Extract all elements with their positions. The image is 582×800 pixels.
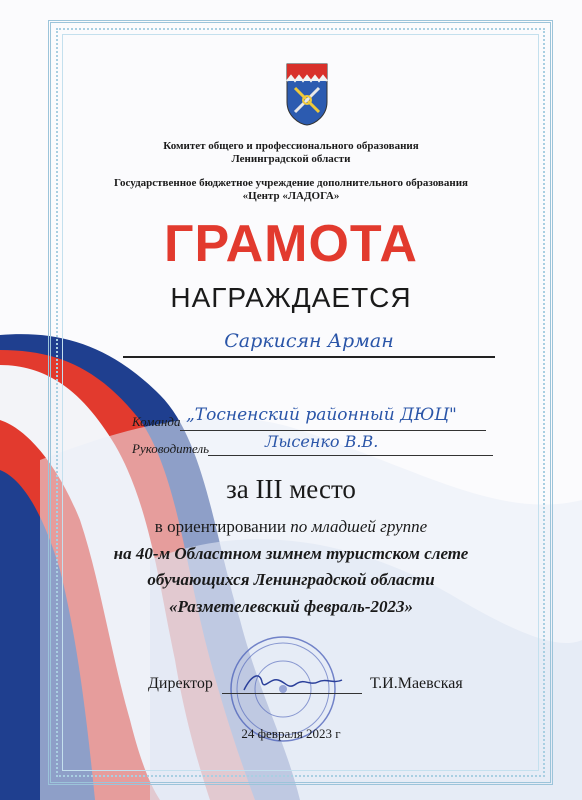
awardee-underline (123, 356, 495, 358)
leader-underline (208, 455, 493, 456)
team-label: Команда (132, 414, 181, 429)
signature-icon (238, 668, 348, 698)
team-underline (180, 430, 486, 431)
event-line-1: на 40-м Областном зимнем туристском слете (113, 544, 469, 563)
certificate-subtitle: НАГРАЖДАЕТСЯ (170, 282, 412, 313)
organization-line-2: «Центр «ЛАДОГА» (242, 190, 340, 202)
team-value: „Тосненский районный ДЮЦ" (186, 405, 457, 425)
organization-heading (0, 177, 582, 203)
discipline-group: по младшей группе (290, 517, 428, 536)
director-label: Директор (148, 675, 213, 692)
awardee-name: Саркисян Арман (224, 330, 394, 352)
coat-of-arms-icon (285, 62, 329, 126)
certificate-title: ГРАМОТА (164, 215, 418, 273)
committee-heading (0, 140, 582, 166)
event-line-3: «Разметелевский февраль-2023» (169, 597, 413, 616)
committee-line-2: Ленинградской области (231, 153, 351, 165)
organization-line-1: Государственное бюджетное учреждение дополнительного образования (114, 177, 468, 189)
leader-label: Руководитель (132, 441, 210, 456)
leader-value: Лысенко В.В. (265, 432, 379, 451)
place-award: за III место (226, 474, 356, 504)
issue-date: 24 февраля 2023 г (241, 726, 341, 741)
discipline-line (0, 517, 582, 537)
committee-line-1: Комитет общего и профессионального образования (163, 140, 419, 152)
event-line-2: обучающихся Ленинградской области (147, 570, 435, 589)
discipline-prefix: в ориентировании (154, 517, 286, 536)
director-name: Т.И.Маевская (370, 675, 463, 692)
